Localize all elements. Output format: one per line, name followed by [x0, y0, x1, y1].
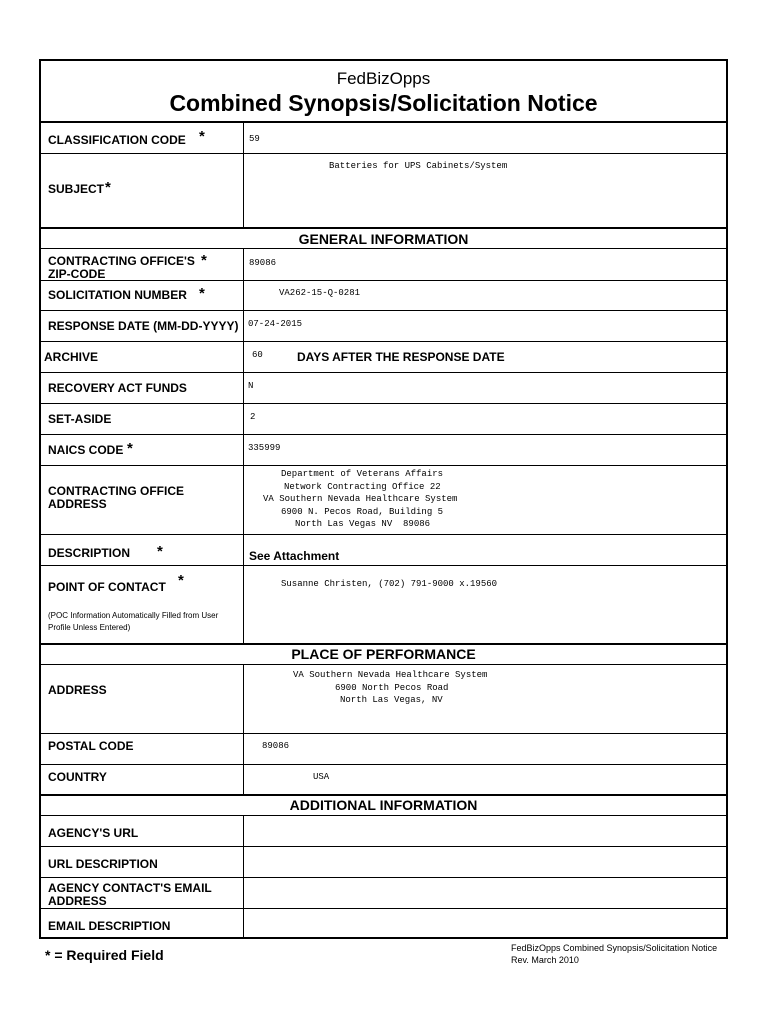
- country-label: COUNTRY: [48, 770, 107, 784]
- subject-label: SUBJECT: [48, 182, 105, 196]
- address-line: VA Southern Nevada Healthcare System: [263, 494, 458, 504]
- classification-code-value[interactable]: 59: [249, 134, 260, 144]
- divider: [41, 153, 726, 154]
- address-line: Network Contracting Office 22: [284, 482, 441, 492]
- poc-note: (POC Information Automatically Filled from User Profile Unless Entered): [48, 611, 219, 632]
- address-line: North Las Vegas, NV: [340, 695, 443, 705]
- divider: [41, 815, 726, 816]
- naics-code-label: NAICS CODE: [48, 443, 124, 457]
- point-of-contact-value[interactable]: Susanne Christen, (702) 791-9000 x.19560: [281, 579, 498, 589]
- address-line: North Las Vegas NV 89086: [295, 519, 431, 529]
- divider: [41, 227, 726, 229]
- divider: [41, 733, 726, 734]
- set-aside-value[interactable]: 2: [250, 412, 256, 422]
- column-divider: [243, 248, 244, 643]
- description-label: DESCRIPTION: [48, 546, 131, 560]
- divider: [41, 846, 726, 847]
- description-value[interactable]: See Attachment: [249, 549, 340, 563]
- archive-value[interactable]: 60: [252, 350, 263, 360]
- divider: [41, 664, 726, 665]
- form-revision: Rev. March 2010: [511, 955, 579, 965]
- address-line: 6900 N. Pecos Road, Building 5: [281, 507, 444, 517]
- agency-email-label: AGENCY CONTACT'S EMAIL ADDRESS: [48, 881, 212, 908]
- office-address-label: CONTRACTING OFFICE ADDRESS: [48, 484, 184, 511]
- solicitation-form: [39, 59, 728, 939]
- additional-information-heading: ADDITIONAL INFORMATION: [289, 797, 478, 813]
- site-name: FedBizOpps: [336, 69, 431, 88]
- address-line: 6900 North Pecos Road: [335, 683, 449, 693]
- archive-suffix: DAYS AFTER THE RESPONSE DATE: [297, 350, 505, 364]
- response-date-label: RESPONSE DATE (MM-DD-YYYY): [48, 319, 239, 333]
- divider: [41, 794, 726, 796]
- divider: [41, 434, 726, 435]
- required-asterisk: *: [178, 572, 184, 589]
- recovery-act-value[interactable]: N: [248, 381, 254, 391]
- recovery-act-label: RECOVERY ACT FUNDS: [48, 381, 187, 395]
- divider: [41, 121, 726, 123]
- place-of-performance-heading: PLACE OF PERFORMANCE: [291, 646, 476, 662]
- column-divider: [243, 664, 244, 794]
- divider: [41, 248, 726, 249]
- set-aside-label: SET-ASIDE: [48, 412, 112, 426]
- subject-value[interactable]: Batteries for UPS Cabinets/System: [329, 161, 508, 171]
- email-description-label: EMAIL DESCRIPTION: [48, 919, 171, 933]
- divider: [41, 341, 726, 342]
- solicitation-number-label: SOLICITATION NUMBER: [48, 288, 187, 302]
- classification-code-label: CLASSIFICATION CODE: [48, 133, 186, 147]
- divider: [41, 877, 726, 878]
- required-field-note: * = Required Field: [45, 947, 164, 963]
- performance-address-label: ADDRESS: [48, 683, 107, 697]
- naics-code-value[interactable]: 335999: [248, 443, 281, 453]
- divider: [41, 764, 726, 765]
- general-information-heading: GENERAL INFORMATION: [298, 231, 469, 247]
- form-name: FedBizOpps Combined Synopsis/Solicitation Notice: [511, 943, 718, 953]
- point-of-contact-label: POINT OF CONTACT: [48, 580, 166, 594]
- required-asterisk: *: [127, 440, 133, 457]
- required-asterisk: *: [105, 179, 111, 196]
- zip-code-label: CONTRACTING OFFICE'S ZIP-CODE: [48, 254, 195, 281]
- divider: [41, 465, 726, 466]
- required-asterisk: *: [201, 252, 207, 269]
- postal-code-label: POSTAL CODE: [48, 739, 134, 753]
- divider: [41, 310, 726, 311]
- divider: [41, 534, 726, 535]
- address-line: Department of Veterans Affairs: [281, 469, 444, 479]
- divider: [41, 908, 726, 909]
- required-asterisk: *: [199, 128, 205, 145]
- agency-url-label: AGENCY'S URL: [48, 826, 139, 840]
- form-footer: [511, 942, 717, 966]
- postal-code-value[interactable]: 89086: [262, 741, 290, 751]
- url-description-label: URL DESCRIPTION: [48, 857, 158, 871]
- required-asterisk: *: [199, 285, 205, 302]
- zip-code-value[interactable]: 89086: [249, 258, 277, 268]
- solicitation-number-value[interactable]: VA262-15-Q-0281: [279, 288, 361, 298]
- divider: [41, 565, 726, 566]
- archive-label: ARCHIVE: [44, 350, 99, 364]
- required-asterisk: *: [157, 543, 163, 560]
- column-divider: [243, 815, 244, 939]
- country-value[interactable]: USA: [313, 772, 330, 782]
- divider: [41, 643, 726, 645]
- address-line: VA Southern Nevada Healthcare System: [293, 670, 488, 680]
- divider: [41, 403, 726, 404]
- form-title: Combined Synopsis/Solicitation Notice: [169, 90, 598, 116]
- response-date-value[interactable]: 07-24-2015: [248, 319, 303, 329]
- divider: [41, 372, 726, 373]
- column-divider: [243, 121, 244, 227]
